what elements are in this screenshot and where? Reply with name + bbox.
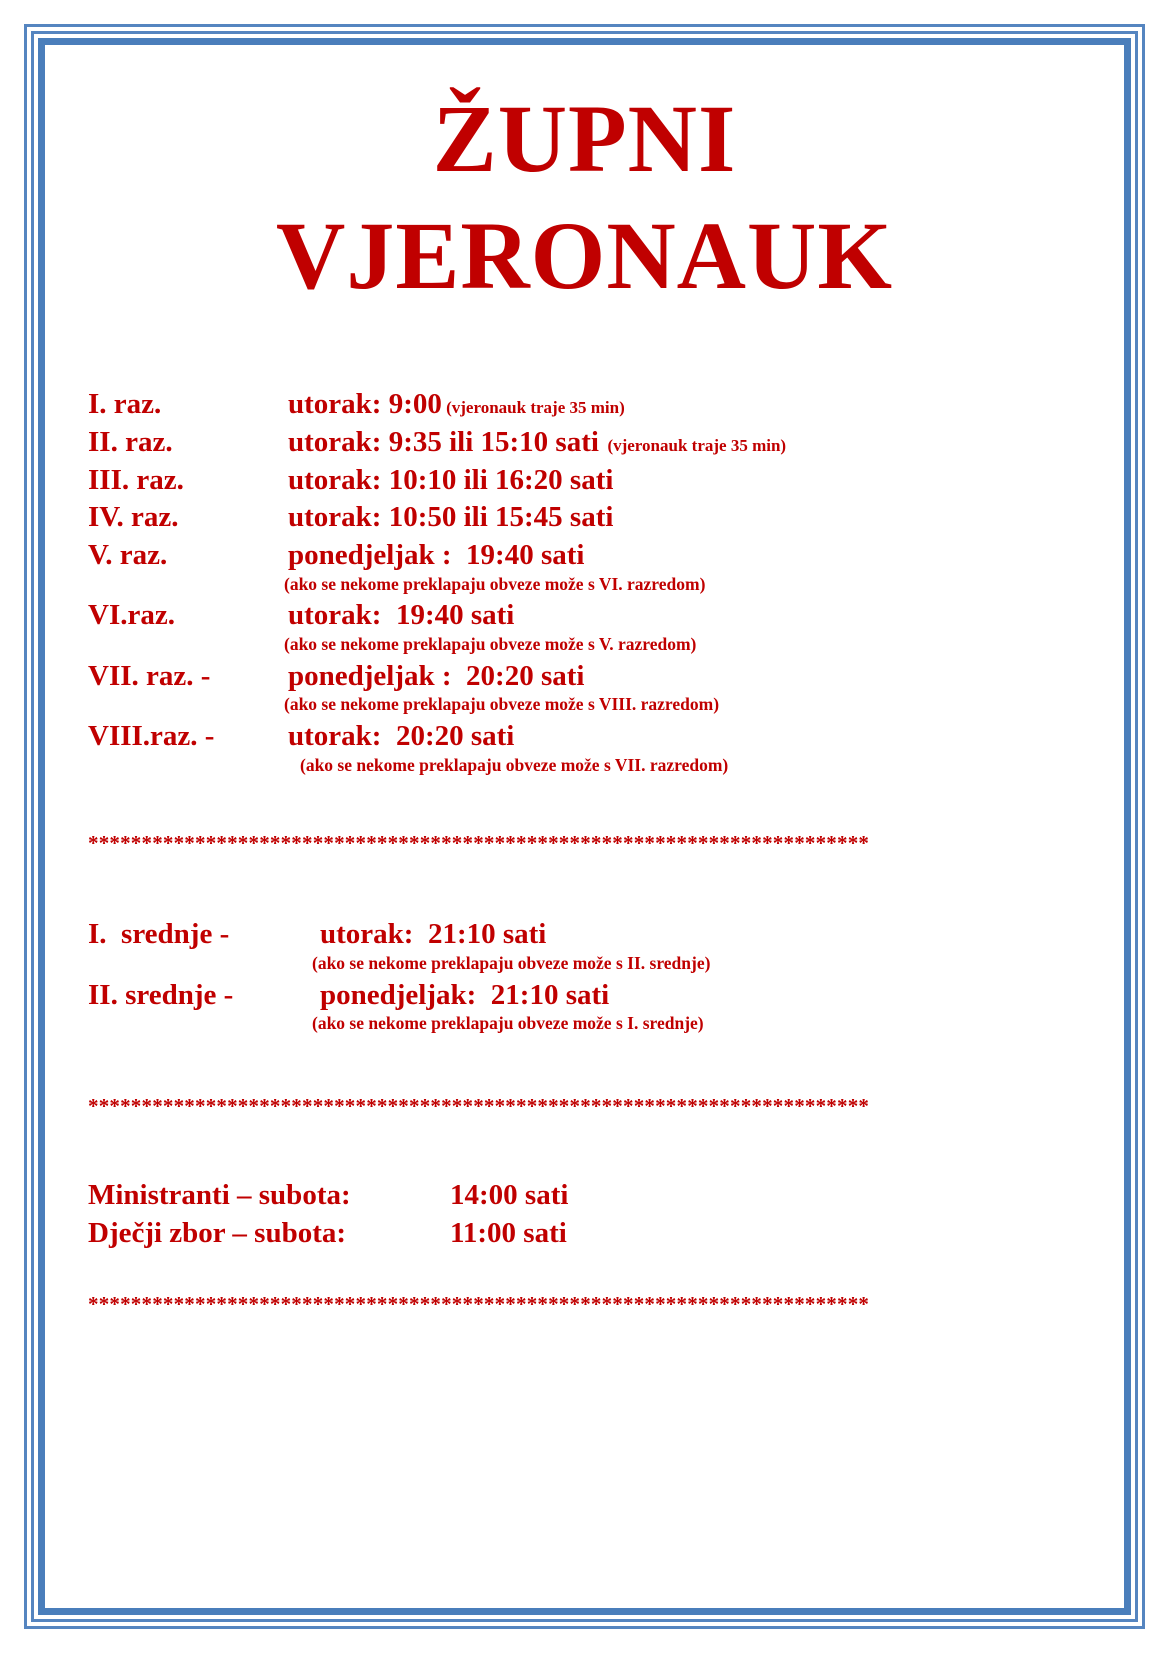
grade-label: I. raz.: [88, 388, 162, 421]
primary-school-schedule: [52, 386, 1117, 777]
schedule-note: (ako se nekome preklapaju obveze može s V. razredom): [284, 633, 697, 654]
schedule-inline-note: (vjeronauk traje 35 min): [598, 435, 787, 455]
schedule-time: utorak: 10:50 ili 15:45 sati: [288, 501, 614, 534]
schedule-row: [88, 462, 1117, 500]
schedule-row: [88, 1215, 1117, 1253]
poster-content: [52, 52, 1117, 1601]
schedule-time: utorak: 9:35 ili 15:10 sati: [288, 425, 599, 458]
grade-label: II. raz.: [88, 425, 173, 458]
schedule-note: (ako se nekome preklapaju obveze može s I. srednje): [312, 1013, 704, 1034]
schedule-row: [88, 424, 1117, 462]
separator-line: *************************************************************************: [88, 833, 870, 855]
grade-label: V. raz.: [88, 538, 168, 571]
schedule-row: [88, 916, 1117, 954]
schedule-note: (ako se nekome preklapaju obveze može s VIII. razredom): [284, 694, 720, 715]
schedule-note: (ako se nekome preklapaju obveze može s VI. razredom): [284, 573, 706, 594]
schedule-row: [88, 597, 1117, 635]
schedule-note: (ako se nekome preklapaju obveze može s II. srednje): [312, 952, 711, 973]
schedule-time: utorak: 21:10 sati: [320, 918, 547, 951]
group-label: Dječji zbor – subota:: [88, 1216, 347, 1249]
title-line-1: ŽUPNI: [432, 85, 737, 192]
group-time: 11:00 sati: [450, 1216, 567, 1249]
schedule-row: [88, 386, 1117, 424]
schedule-inline-note: (vjeronauk traje 35 min): [441, 398, 625, 418]
group-label: Ministranti – subota:: [88, 1178, 351, 1211]
schedule-row: [88, 718, 1117, 756]
grade-label: III. raz.: [88, 463, 184, 496]
other-groups-schedule: [52, 1177, 1117, 1252]
schedule-time: utorak: 19:40 sati: [288, 599, 515, 632]
schedule-time: utorak: 9:00: [288, 388, 442, 421]
schedule-time: utorak: 20:20 sati: [288, 719, 515, 752]
grade-label: VI.raz.: [88, 599, 175, 632]
title-line-2: VJERONAUK: [275, 202, 893, 310]
schedule-row: [88, 658, 1117, 696]
separator-line: *************************************************************************: [88, 1095, 870, 1117]
schedule-time: ponedjeljak : 19:40 sati: [288, 538, 585, 571]
schedule-row: [88, 977, 1117, 1015]
schedule-row: [88, 537, 1117, 575]
schedule-time: ponedjeljak: 21:10 sati: [320, 978, 610, 1011]
schedule-time: utorak: 10:10 ili 16:20 sati: [288, 463, 614, 496]
group-time: 14:00 sati: [450, 1178, 569, 1211]
schedule-row: [88, 499, 1117, 537]
grade-label: VIII.raz. -: [88, 719, 215, 752]
grade-label: I. srednje -: [88, 918, 230, 951]
grade-label: II. srednje -: [88, 978, 234, 1011]
grade-label: VII. raz. -: [88, 659, 211, 692]
page-title: [52, 52, 1117, 314]
schedule-note: (ako se nekome preklapaju obveze može s VII. razredom): [300, 754, 729, 775]
separator-line: *************************************************************************: [88, 1294, 870, 1316]
schedule-row: [88, 1177, 1117, 1215]
schedule-time: ponedjeljak : 20:20 sati: [288, 659, 585, 692]
secondary-school-schedule: [52, 916, 1117, 1036]
grade-label: IV. raz.: [88, 501, 179, 534]
